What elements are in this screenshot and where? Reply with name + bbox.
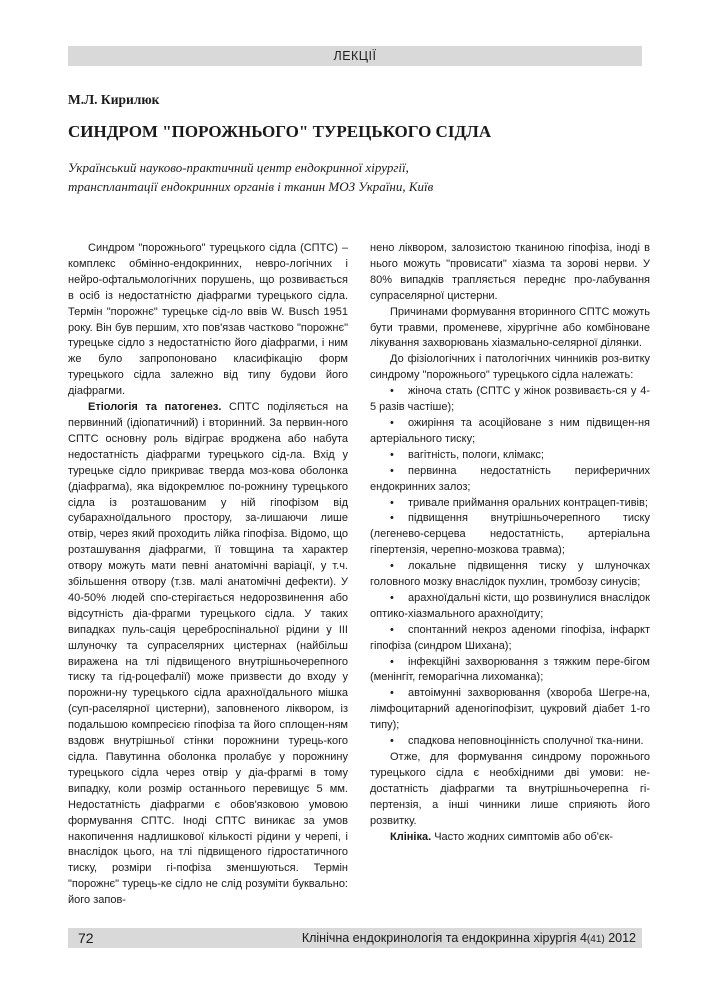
- bullet-icon: •: [390, 591, 394, 604]
- list-item: • вагітність, пологи, клімакс;: [370, 448, 650, 464]
- left-column: [68, 241, 348, 909]
- list-item: • підвищення внутрішньочерепного тиску (легенево-серцева недостатність, артеріальна гіпертензія, черепно-мозкова травма);: [370, 512, 650, 557]
- bullet-icon: •: [390, 735, 394, 748]
- intro-paragraph: Синдром "порожнього" турецького сідла (СПТС) – комплекс обмінно-ендокринних, невро-логічних і нейро-офтальмологічних порушень, що розвивається в осіб із недостатністю діафрагми турецького сідла. Термін "порожнє" турецьке сід-ло ввів W. Busch 1951 року. Він був першим, хто пов'язав частково "порожнє" турецьке сідло з недостатністю його діафрагми, і ним же було запропоновано класифікацію форм турецького сідла залежно від типу будови його діафрагми.: [68, 242, 348, 398]
- journal-citation: [302, 928, 636, 950]
- clinic-paragraph: [370, 830, 650, 846]
- clinic-heading: Клініка.: [390, 830, 432, 843]
- bullet-icon: •: [390, 464, 394, 477]
- bullet-icon: •: [390, 448, 394, 461]
- bullet-icon: •: [390, 623, 394, 636]
- journal-name: Клінічна ендокринологія та ендокринна хірургія 4: [301, 931, 587, 945]
- list-item: • первинна недостатність периферичних ендокринних залоз;: [370, 464, 650, 493]
- bullet-icon: •: [390, 687, 394, 700]
- bullet-icon: •: [390, 385, 394, 398]
- bullet-icon: •: [390, 416, 394, 429]
- bullet-icon: •: [390, 560, 394, 573]
- right-column: [370, 241, 650, 845]
- conclusion-paragraph: Отже, для формування синдрому порожнього турецького сідла є необхідними дві умови: не-достатність діафрагми та внутрішньочерепна гі-пертензія, а інші чинники лише сприяють його розвитку.: [370, 751, 650, 827]
- list-item: • інфекційні захворювання з тяжким пере-бігом (менінгіт, геморагічна лихоманка);: [370, 655, 650, 684]
- factors-intro-paragraph: До фізіологічних і патологічних чинників роз-витку синдрому "порожнього" турецького сідла належать:: [370, 353, 650, 382]
- list-item: • автоімунні захворювання (хвороба Шегре-на, лімфоцитарний аденогіпофізит, цукровий діабет 1-го типу);: [370, 687, 650, 732]
- page-number: 72: [78, 930, 94, 946]
- bullet-icon: •: [390, 655, 394, 668]
- factors-list: [370, 384, 650, 750]
- etiology-paragraph: [68, 400, 348, 909]
- list-item: • спадкова неповноцінність сполучної тка-нини.: [370, 734, 650, 750]
- list-item: • локальне підвищення тиску у шлуночках головного мозку внаслідок пухлин, тромбозу синусів;: [370, 560, 650, 589]
- article-title: СИНДРОМ "ПОРОЖНЬОГО" ТУРЕЦЬКОГО СІДЛА: [68, 122, 492, 141]
- etiology-text: СПТС поділяється на первинний (ідіопатичний) і вторинний. За первин-ного СПТС основну роль відіграє вроджена або набута недостатність діафрагми турецького сід-ла. Вхід у турецьке сідло прикриває тверда моз-кова оболонка (діафрагма), яка відокремлює по-рожнину турецького сідла із розташованим у ній гіпофізом від субарахноїдального простору, за-лишаючи лише отвір, через який проходить лійка гіпофіза. Відомо, що розташування діафрагми, її товщина та характер отвору можуть мати певні анатомічні варіації, у т.ч. збільшення отвору (т.зв. малі анатомічні дефекти). У 40-50% людей спо-стерігається недорозвинення або відсутність діа-фрагми турецького сідла. У таких випадках пуль-сація цереброспінальної рідини у ІІІ шлуночку та супраселярних цистернах (найбільш виражена на тлі підвищеного внутрішньочерепного тиску та гід-роцефалії) може призвести до входу у порожни-ну турецького сідла арахноїдального мішка (суп-раселярної цистерни), заповненого ліквором, із подальшою компресією гіпофіза та його сплощен-ням вздовж внутрішньої стінки порожнини турець-кого сідла. Павутинна оболонка пролабує у порожнину турецького сідла через отвір у діа-фрагмі в тому випадку, коли розмір останнього перевищує 5 мм. Недостатність діафрагми є обов'язковою умовою формування СПТС. Іноді СПТС виникає за умов накопичення надлишкової кількості рідини у черепі, і внаслідок цього, на тлі підвищеного гідростатичного тиску, розміри гі-пофіза зменшуються. Термін "порожнє" турець-ке сідло не слід розуміти буквально: його запов-: [68, 401, 348, 907]
- continued-paragraph: нено ліквором, залозистою тканиною гіпофіза, іноді в нього можуть "провисати" хіазма та зорові нерви. У 80% випадків трапляється переднє про-лабування супраселярної цистерни.: [370, 242, 650, 302]
- bullet-icon: •: [390, 496, 394, 509]
- list-item: • спонтанний некроз аденоми гіпофіза, інфаркт гіпофіза (синдром Шихана);: [370, 623, 650, 652]
- clinic-text: Часто жодних симптомів або об'єк-: [431, 830, 613, 843]
- list-item: • жіноча стать (СПТС у жінок розвиваєть-ся у 4-5 разів частіше);: [370, 385, 650, 414]
- section-title: ЛЕКЦІЇ: [333, 49, 377, 63]
- page-footer: [68, 928, 642, 948]
- bullet-icon: •: [390, 512, 394, 525]
- article-author: М.Л. Кирилюк: [68, 92, 160, 107]
- affiliation-line-2: трансплантації ендокринних органів і тканин МОЗ України, Київ: [68, 179, 434, 194]
- list-item: • арахноїдальні кісти, що розвинулися внаслідок оптико-хіазмального арахноїдиту;: [370, 591, 650, 620]
- journal-issue: (41): [586, 934, 605, 945]
- affiliation-line-1: Український науково-практичний центр ендокринної хірургії,: [68, 160, 409, 175]
- secondary-causes-paragraph: Причинами формування вторинного СПТС можуть бути травми, променеве, хірургічне або комбіноване лікування захворювань хіазмально-селярної ділянки.: [370, 305, 650, 350]
- article-affiliation: [68, 158, 648, 196]
- etiology-heading: Етіологія та патогенез.: [88, 401, 222, 414]
- list-item: • ожиріння та асоційоване з ним підвищен-ня артеріального тиску;: [370, 416, 650, 445]
- list-item: • тривале приймання оральних контрацеп-тивів;: [370, 496, 650, 512]
- section-header: [68, 46, 642, 66]
- journal-year: 2012: [604, 931, 636, 945]
